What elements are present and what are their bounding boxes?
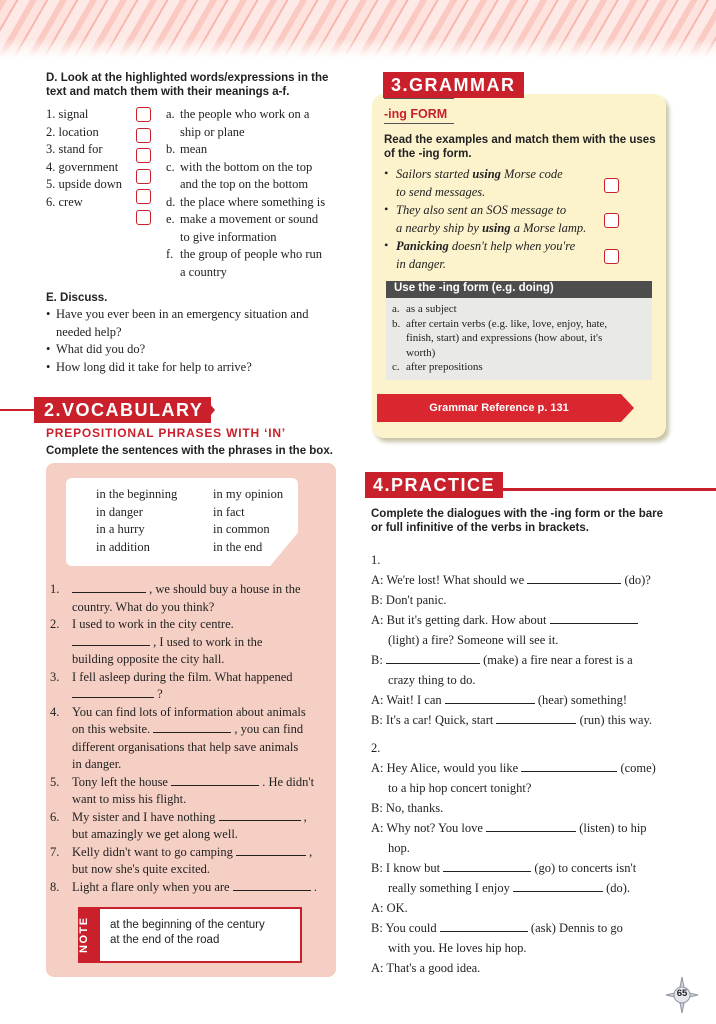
answer-checkbox[interactable] <box>136 107 151 122</box>
answer-blank[interactable] <box>527 583 621 584</box>
bullet: • <box>46 359 51 374</box>
answer-checkbox[interactable] <box>136 210 151 225</box>
use-letter: c. <box>392 361 400 373</box>
exercise-e-title: E. Discuss. <box>46 292 108 304</box>
bullet: • <box>46 342 51 356</box>
vocabulary-instruction: Complete the sentences with the phrases in the box. <box>46 445 333 457</box>
answer-blank[interactable] <box>443 871 531 872</box>
phrase: in my opinion <box>213 487 284 501</box>
answer-blank[interactable] <box>386 663 480 664</box>
answer-checkbox[interactable] <box>136 169 151 184</box>
phrase: in fact <box>213 504 245 519</box>
answer-blank[interactable] <box>496 723 576 724</box>
meaning-item <box>166 211 346 246</box>
bullet: • <box>46 307 51 321</box>
example-line: Sailors started using Morse code <box>396 167 563 181</box>
meaning-line: a country <box>180 264 227 279</box>
exercise-d-meanings <box>166 106 346 281</box>
practice-heading: 4.PRACTICE <box>365 472 503 498</box>
answer-checkbox[interactable] <box>604 249 619 264</box>
meaning-line: to give information <box>180 229 277 244</box>
discussion-question <box>46 341 346 359</box>
meaning-letter: b. <box>166 142 176 156</box>
use-letter: a. <box>392 303 400 315</box>
use-letter: b. <box>392 317 401 330</box>
answer-blank[interactable] <box>550 623 638 624</box>
example-line: a nearby ship by using a Morse lamp. <box>396 220 587 235</box>
example-line: They also sent an SOS message to <box>396 203 567 217</box>
dialogue-number: 2. <box>371 741 381 755</box>
answer-blank[interactable] <box>486 831 576 832</box>
meaning-letter: c. <box>166 159 175 174</box>
grammar-subtitle: -ing FORM <box>384 107 448 121</box>
phrase: in the beginning <box>96 487 178 501</box>
question-line: Have you ever been in an emergency situation and <box>56 307 309 321</box>
exercise-d-words <box>46 106 122 211</box>
phrase: in the end <box>213 539 263 554</box>
dialogues: 1. A: We're lost! What should we (do)? B: Don't panic. A: But it's getting dark. How about (light) a fire? Someone will see it. B: (make) a fire near a forest is a crazy thing to do. A: Wait! I can (hear) something! B: It's a car! Quick, start (run) this way. 2. A: Hey Alice, would you like (come) to a hip hop concert tonight? B: No, thanks. A: Why not? You love (listen) to hip hop. B: I know but (go) to concerts isn't really something I enjoy (do). A: OK. B: You could (ask) Dennis to go with you. He loves hip hop. A: That's a good idea. <box>371 550 671 978</box>
example-line: in danger. <box>396 256 446 271</box>
meaning-line: the group of people who run <box>180 247 322 261</box>
use-item <box>392 331 607 346</box>
use-text: after prepositions <box>406 361 483 373</box>
answer-blank[interactable] <box>72 645 150 646</box>
use-list <box>392 302 607 375</box>
use-text: finish, start) and expressions (how about, it's <box>406 332 603 344</box>
meaning-line: mean <box>180 142 208 156</box>
answer-blank[interactable] <box>513 891 603 892</box>
exercise-d-instruction: D. Look at the highlighted words/expressions in the text and match them with their meanings a-f. <box>46 72 329 98</box>
grammar-instruction: Read the examples and match them with the uses of the -ing form. <box>384 134 656 160</box>
meaning-letter: a. <box>166 107 175 121</box>
vocabulary-sentences: 1. , we should buy a house in the country. What do you think? 2. I used to work in the city centre. , I used to work in the building opposite the city hall. 3. I fell asleep during the film. What happened ? 4. You can find lots of information about animals on this website. , you can find different organisations that help save animals in danger. 5. Tony left the house . He didn't want to miss his flight. 6. My sister and I have nothing , but amazingly we get along well. 7. Kelly didn't want to go camping , but now she's quite excited. 8. Light a flare only when you are . <box>50 582 317 894</box>
word-item: 4. government <box>46 159 119 174</box>
note-label: NOTE <box>78 916 90 954</box>
vocabulary-heading-text: 2.VOCABULARY <box>44 400 204 420</box>
question-line: How long did it take for help to arrive? <box>56 359 252 374</box>
bullet: • <box>384 202 389 216</box>
grammar-reference-link[interactable]: Grammar Reference p. 131 <box>377 394 621 422</box>
meaning-item <box>166 159 346 194</box>
use-text: as a subject <box>406 303 457 315</box>
meaning-line: the place where something is <box>180 194 326 209</box>
answer-boxes <box>136 107 151 230</box>
answer-blank[interactable] <box>236 855 306 856</box>
answer-checkbox[interactable] <box>136 189 151 204</box>
divider <box>384 98 454 99</box>
discussion-question <box>46 359 346 377</box>
meaning-item <box>166 141 346 159</box>
answer-checkbox[interactable] <box>136 148 151 163</box>
answer-blank[interactable] <box>233 890 311 891</box>
phrase: in a hurry <box>96 522 145 536</box>
grammar-heading: 3.GRAMMAR <box>383 72 524 98</box>
note-text <box>110 918 265 948</box>
answer-blank[interactable] <box>219 820 301 821</box>
example-line: Panicking doesn't help when you're <box>396 239 576 253</box>
use-text: worth) <box>406 346 436 359</box>
phrase: in danger <box>96 504 143 519</box>
answer-blank[interactable] <box>72 592 146 593</box>
question-line: What did you do? <box>56 342 146 356</box>
use-text: after certain verbs (e.g. like, love, enjoy, hate, <box>406 317 608 330</box>
phrase-col-right <box>213 486 283 556</box>
use-item <box>392 346 607 361</box>
meaning-letter: d. <box>166 194 176 209</box>
meaning-item <box>166 246 346 281</box>
word-item: 5. upside down <box>46 177 123 191</box>
use-item <box>392 302 607 317</box>
answer-blank[interactable] <box>445 703 535 704</box>
word-item: 3. stand for <box>46 142 103 156</box>
answer-checkbox[interactable] <box>604 213 619 228</box>
dialogue-number: 1. <box>371 553 381 567</box>
phrase: in addition <box>96 539 150 554</box>
use-box-title: Use the -ing form (e.g. doing) <box>386 281 652 298</box>
meaning-letter: f. <box>166 247 174 261</box>
grammar-examples <box>384 166 604 274</box>
heading-arrow <box>204 397 215 423</box>
bullet: • <box>384 166 389 180</box>
exercise-e-items <box>46 306 346 376</box>
practice-instruction: Complete the dialogues with the -ing form or the bare or full infinitive of the verbs in brackets. <box>371 508 663 534</box>
arrow-right-icon <box>621 394 634 422</box>
question-line: needed help? <box>56 324 122 339</box>
answer-blank[interactable] <box>521 771 617 772</box>
example-line: to send messages. <box>396 184 486 199</box>
word-item: 6. crew <box>46 194 83 209</box>
meaning-item <box>166 194 346 212</box>
use-item <box>392 317 607 332</box>
meaning-item <box>166 106 346 141</box>
meaning-letter: e. <box>166 212 175 226</box>
page-number: 65 <box>676 988 688 999</box>
phrase-col-left <box>96 486 177 556</box>
note-line: at the end of the road <box>110 934 220 946</box>
meaning-line: ship or plane <box>180 124 245 139</box>
word-item: 1. signal <box>46 107 89 121</box>
discussion-question <box>46 306 346 341</box>
answer-blank[interactable] <box>440 931 528 932</box>
meaning-line: the people who work on a <box>180 107 310 121</box>
answer-checkbox[interactable] <box>604 178 619 193</box>
divider <box>384 123 454 124</box>
phrase: in common <box>213 522 270 536</box>
answer-checkbox[interactable] <box>136 128 151 143</box>
meaning-line: make a movement or sound <box>180 212 319 226</box>
note-line: at the beginning of the century <box>110 919 265 931</box>
vocabulary-heading <box>34 397 211 423</box>
meaning-line: and the top on the bottom <box>180 177 309 191</box>
answer-blank[interactable] <box>171 785 259 786</box>
word-item: 2. location <box>46 124 99 139</box>
answer-blank[interactable] <box>153 732 231 733</box>
use-item <box>392 360 607 375</box>
bullet: • <box>384 238 389 252</box>
answer-blank[interactable] <box>72 697 154 698</box>
vocabulary-subtitle: PREPOSITIONAL PHRASES WITH ‘IN’ <box>46 426 286 440</box>
meaning-line: with the bottom on the top <box>180 159 313 174</box>
decorative-top-band <box>0 0 716 58</box>
